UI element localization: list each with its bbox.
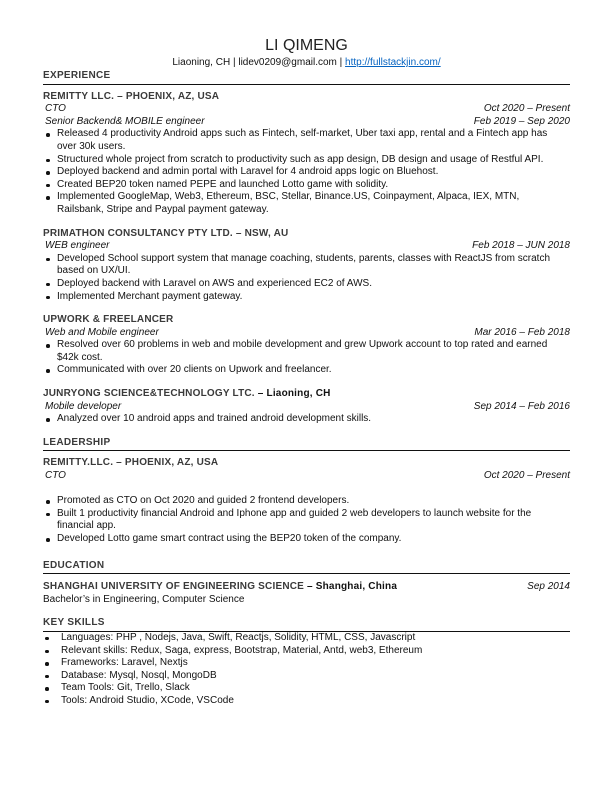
bullet-item: Developed School support system that manage coaching, students, parents, classes with ReactJS from scratch based on UX/UI.	[43, 253, 570, 278]
school-line	[43, 581, 397, 594]
company-line	[43, 314, 570, 327]
bullet-item: Analyzed over 10 android apps and trained android development skills.	[43, 413, 570, 426]
role-dates: Mar 2016 – Feb 2018	[474, 326, 570, 338]
company-location: – Liaoning, CH	[254, 388, 331, 400]
company-line	[43, 457, 570, 470]
bullet-item: Deployed backend and admin portal with Laravel for 4 android apps logic on Bluehost.	[43, 166, 570, 179]
bullet-item: Developed Lotto game smart contract using the BEP20 token of the company.	[43, 533, 570, 546]
company-name: REMITTY LLC.	[43, 90, 115, 102]
education-date: Sep 2014	[527, 581, 570, 593]
role-row	[43, 401, 570, 414]
contact-separator: |	[339, 57, 343, 68]
role-title: CTO	[45, 470, 66, 482]
school-name: SHANGHAI UNIVERSITY OF ENGINEERING SCIENCE	[43, 581, 305, 593]
skill-item: Languages: PHP , Nodejs, Java, Swift, Reactjs, Solidity, HTML, CSS, Javascript	[43, 632, 570, 645]
experience-entries	[43, 91, 570, 426]
resume-page	[43, 37, 570, 708]
company-name: PRIMATHON CONSULTANCY PTY LTD.	[43, 227, 233, 239]
role-dates: Sep 2014 – Feb 2016	[473, 400, 570, 412]
bullet-item: Implemented Merchant payment gateway.	[43, 291, 570, 304]
skill-item: Database: Mysql, Nosql, MongoDB	[43, 670, 570, 683]
role-row	[43, 470, 570, 483]
contact-line	[43, 57, 570, 69]
section-heading-leadership: LEADERSHIP	[43, 437, 570, 452]
skill-item: Frameworks: Laravel, Nextjs	[43, 657, 570, 670]
role-title: Web and Mobile engineer	[45, 326, 159, 338]
leadership-entries	[43, 457, 570, 545]
role-dates: Feb 2018 – JUN 2018	[472, 240, 570, 252]
school-location: – Shanghai, China	[304, 581, 398, 593]
company-name: UPWORK & FREELANCER	[43, 314, 174, 326]
company-location: – NSW, AU	[232, 227, 289, 239]
company-location: – PHOENIX, AZ, USA	[114, 90, 220, 102]
spacer	[43, 483, 570, 496]
bullet-list	[43, 253, 570, 303]
role-title: CTO	[45, 103, 66, 115]
skill-item: Team Tools: Git, Trello, Slack	[43, 682, 570, 695]
company-location: – PHOENIX, AZ, USA	[113, 457, 219, 469]
role-dates: Oct 2020 – Present	[483, 470, 570, 482]
bullet-item: Created BEP20 token named PEPE and launched Lotto game with solidity.	[43, 179, 570, 192]
job-entry	[43, 388, 570, 426]
company-line	[43, 388, 570, 401]
bullet-list	[43, 413, 570, 426]
job-entry	[43, 457, 570, 545]
bullet-item: Built 1 productivity financial Android and Iphone app and guided 2 web developers to launch website for the financial app.	[43, 508, 570, 533]
bullet-list	[43, 495, 570, 545]
bullet-item: Deployed backend with Laravel on AWS and experienced EC2 of AWS.	[43, 278, 570, 291]
role-dates: Oct 2020 – Present	[483, 103, 570, 115]
section-heading-experience: EXPERIENCE	[43, 70, 570, 85]
role-title: WEB engineer	[45, 240, 110, 252]
bullet-item: Implemented GoogleMap, Web3, Ethereum, BSC, Stellar, Binance.US, Coinpayment, Alpaca, IEX, MTN, Railsbank, Stripe and Paypal payment gateway.	[43, 191, 570, 216]
role-title: Senior Backend& MOBILE engineer	[45, 115, 205, 127]
job-entry	[43, 91, 570, 217]
contact-location: Liaoning, CH	[172, 57, 231, 68]
contact-email: lidev0209@gmail.com	[238, 57, 337, 68]
company-line	[43, 228, 570, 241]
company-line	[43, 91, 570, 104]
job-entry	[43, 228, 570, 304]
role-dates: Feb 2019 – Sep 2020	[473, 115, 570, 127]
bullet-item: Structured whole project from scratch to productivity such as app design, DB design and usage of Restful API.	[43, 154, 570, 167]
role-title: Mobile developer	[45, 400, 122, 412]
section-heading-education: EDUCATION	[43, 560, 570, 575]
role-row	[43, 240, 570, 253]
company-name: JUNRYONG SCIENCE&TECHNOLOGY LTC.	[43, 388, 255, 400]
bullet-item: Resolved over 60 problems in web and mobile development and grew Upwork account to top rated and earned $42k cost.	[43, 339, 570, 364]
bullet-item: Communicated with over 20 clients on Upwork and freelancer.	[43, 364, 570, 377]
role-row	[43, 116, 570, 129]
website-link[interactable]: http://fullstackjin.com/	[345, 57, 441, 68]
bullet-item: Released 4 productivity Android apps such as Fintech, self-market, Uber taxi app, rental and a Fintech app has over 30k users.	[43, 128, 570, 153]
bullet-list	[43, 128, 570, 216]
resume-name: LI QIMENG	[265, 37, 348, 54]
company-name: REMITTY.LLC.	[43, 457, 114, 469]
bullet-item: Promoted as CTO on Oct 2020 and guided 2 frontend developers.	[43, 495, 570, 508]
degree: Bachelor’s in Engineering, Computer Science	[43, 593, 245, 605]
education-entry	[43, 581, 570, 594]
bullet-list	[43, 339, 570, 377]
section-heading-skills: KEY SKILLS	[43, 617, 570, 632]
role-row	[43, 103, 570, 116]
job-entry	[43, 314, 570, 377]
role-row	[43, 327, 570, 340]
skills-list	[43, 632, 570, 708]
skill-item: Tools: Android Studio, XCode, VSCode	[43, 695, 570, 708]
skill-item: Relevant skills: Redux, Saga, express, Bootstrap, Material, Antd, web3, Ethereum	[43, 645, 570, 658]
contact-separator: |	[232, 57, 236, 68]
